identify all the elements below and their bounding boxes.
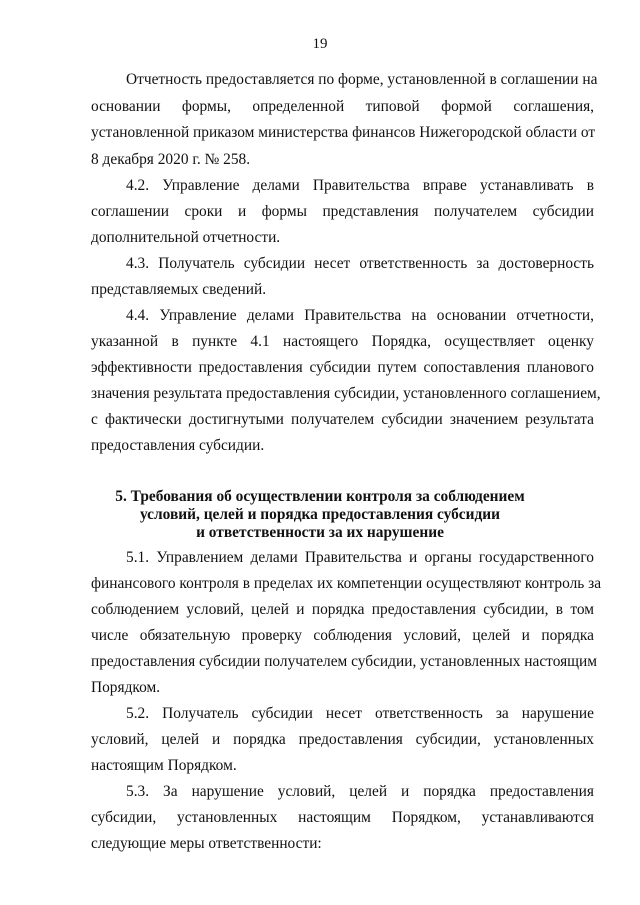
page-number: 19 — [312, 36, 328, 52]
paragraph-line: установленной приказом министерства финансов Нижегородской области от — [91, 124, 596, 141]
section-heading-line: 5. Требования об осуществлении контроля за соблюдением — [115, 488, 525, 505]
paragraph-line: Порядком. — [91, 679, 161, 696]
paragraph-line: предоставления субсидии получателем субсидии, установленных настоящим — [91, 653, 598, 670]
paragraph-line: 5.2. Получатель субсидии несет ответственность за нарушение — [126, 705, 594, 722]
paragraph-line: эффективности предоставления субсидии путем сопоставления планового — [91, 359, 594, 376]
paragraph-line: 8 декабря 2020 г. № 258. — [91, 151, 251, 168]
paragraph-line: условий, целей и порядка предоставления субсидии, установленных — [91, 731, 594, 748]
paragraph-line: 4.2. Управление делами Правительства вправе устанавливать в — [126, 177, 594, 194]
section-heading-line: условий, целей и порядка предоставления субсидии — [139, 506, 501, 523]
paragraph-line: субсидии, установленных настоящим Порядком, устанавливаются — [91, 809, 594, 826]
paragraph-line: числе обязательную проверку соблюдения условий, целей и порядка — [91, 627, 594, 644]
paragraph-line: с фактически достигнутыми получателем субсидии значением результата — [91, 411, 594, 428]
paragraph-line: 5.3. За нарушение условий, целей и порядка предоставления — [126, 783, 594, 800]
paragraph-line: следующие меры ответственности: — [91, 835, 322, 852]
paragraph-line: 4.4. Управление делами Правительства на основании отчетности, — [126, 307, 594, 324]
paragraph-line: указанной в пункте 4.1 настоящего Порядка, осуществляет оценку — [91, 333, 594, 350]
paragraph-line: основании формы, определенной типовой формой соглашения, — [91, 98, 594, 115]
paragraph-line: соглашении сроки и формы представления получателем субсидии — [91, 203, 594, 220]
section-heading-line: и ответственности за их нарушение — [196, 524, 444, 541]
paragraph-line: представляемых сведений. — [91, 281, 267, 298]
paragraph-line: значения результата предоставления субсидии, установленного соглашением, — [91, 385, 601, 402]
paragraph-line: 5.1. Управлением делами Правительства и органы государственного — [126, 549, 594, 566]
paragraph-line: финансового контроля в пределах их компетенции осуществляют контроль за — [91, 575, 602, 592]
paragraph-line: соблюдением условий, целей и порядка предоставления субсидии, в том — [91, 601, 594, 618]
paragraph-line: 4.3. Получатель субсидии несет ответственность за достоверность — [126, 255, 594, 272]
paragraph-line: Отчетность предоставляется по форме, установленной в соглашении на — [126, 71, 598, 88]
paragraph-line: настоящим Порядком. — [91, 757, 237, 774]
paragraph-line: предоставления субсидии. — [91, 437, 265, 454]
paragraph-line: дополнительной отчетности. — [91, 229, 281, 246]
